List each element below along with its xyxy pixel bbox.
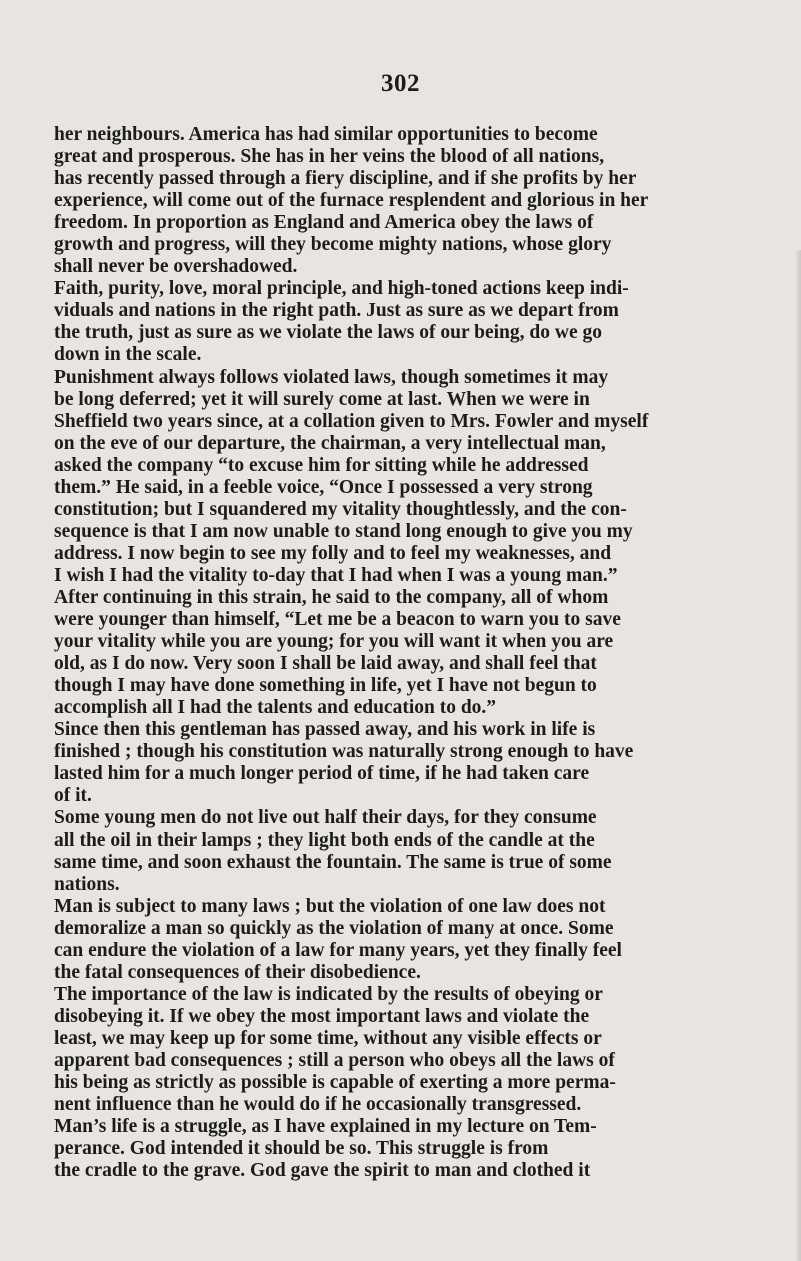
- text-line: accomplish all I had the talents and education to do.”: [54, 697, 497, 719]
- text-line: nent influence than he would do if he occasionally transgressed.: [54, 1094, 582, 1116]
- text-line: your vitality while you are young; for you will want it when you are: [54, 631, 614, 653]
- text-line: asked the company “to excuse him for sitting while he addressed: [54, 454, 589, 476]
- text-line: the fatal consequences of their disobedience.: [54, 961, 421, 983]
- text-line: be long deferred; yet it will surely come at last. When we were in: [54, 388, 590, 410]
- text-line: freedom. In proportion as England and America obey the laws of: [54, 212, 594, 234]
- text-line: old, as I do now. Very soon I shall be laid away, and shall feel that: [54, 653, 597, 675]
- text-line: viduals and nations in the right path. Just as sure as we depart from: [54, 300, 619, 322]
- text-line: Man is subject to many laws ; but the violation of one law does not: [54, 895, 606, 917]
- text-line: nations.: [54, 873, 120, 895]
- page-number: 302: [381, 70, 420, 97]
- text-line: The importance of the law is indicated by the results of obeying or: [54, 983, 603, 1005]
- text-line: has recently passed through a fiery discipline, and if she profits by her: [54, 168, 637, 190]
- text-line: growth and progress, will they become mighty nations, whose glory: [54, 234, 612, 256]
- text-line: them.” He said, in a feeble voice, “Once I possessed a very strong: [54, 476, 593, 498]
- text-line: though I may have done something in life, yet I have not begun to: [54, 675, 597, 697]
- text-line: least, we may keep up for some time, without any visible effects or: [54, 1027, 602, 1049]
- text-line: his being as strictly as possible is capable of exerting a more perma-: [54, 1072, 616, 1094]
- text-line: After continuing in this strain, he said to the company, all of whom: [54, 586, 609, 608]
- text-line: Punishment always follows violated laws, though sometimes it may: [54, 366, 609, 388]
- text-line: demoralize a man so quickly as the violation of many at once. Some: [54, 917, 614, 939]
- text-line: her neighbours. America has had similar opportunities to become: [54, 124, 598, 145]
- text-line: on the eve of our departure, the chairman, a very intellectual man,: [54, 432, 606, 454]
- text-line: finished ; though his constitution was naturally strong enough to have: [54, 741, 634, 763]
- text-line: the cradle to the grave. God gave the spirit to man and clothed it: [54, 1160, 591, 1182]
- text-line: all the oil in their lamps ; they light both ends of the candle at the: [54, 829, 595, 851]
- text-line: lasted him for a much longer period of time, if he had taken care: [54, 763, 590, 785]
- text-line: experience, will come out of the furnace resplendent and glorious in her: [54, 190, 649, 212]
- text-line: I wish I had the vitality to-day that I had when I was a young man.”: [54, 564, 618, 586]
- text-line: the truth, just as sure as we violate the laws of our being, do we go: [54, 322, 602, 344]
- text-line: down in the scale.: [54, 344, 202, 366]
- text-line: great and prosperous. She has in her veins the blood of all nations,: [54, 146, 605, 168]
- text-line: can endure the violation of a law for many years, yet they finally feel: [54, 939, 622, 961]
- text-line: Faith, purity, love, moral principle, and high-toned actions keep indi-: [54, 278, 629, 300]
- text-line: Sheffield two years since, at a collation given to Mrs. Fowler and myself: [54, 410, 649, 432]
- text-line: disobeying it. If we obey the most important laws and violate the: [54, 1005, 590, 1027]
- text-line: perance. God intended it should be so. This struggle is from: [54, 1138, 549, 1160]
- text-line: Since then this gentleman has passed away, and his work in life is: [54, 719, 596, 741]
- text-line: constitution; but I squandered my vitality thoughtlessly, and the con-: [54, 498, 627, 520]
- text-line: sequence is that I am now unable to stand long enough to give you my: [54, 520, 633, 542]
- text-line: same time, and soon exhaust the fountain. The same is true of some: [54, 851, 612, 873]
- text-line: were younger than himself, “Let me be a beacon to warn you to save: [54, 609, 621, 631]
- text-line: Man’s life is a struggle, as I have explained in my lecture on Tem-: [54, 1116, 597, 1138]
- text-line: of it.: [54, 785, 92, 807]
- text-line: Some young men do not live out half their days, for they consume: [54, 807, 597, 829]
- text-line: shall never be overshadowed.: [54, 256, 298, 278]
- body-text: [54, 124, 770, 1182]
- text-line: address. I now begin to see my folly and to feel my weaknesses, and: [54, 542, 612, 564]
- page-edge-shadow: [795, 250, 801, 1261]
- text-line: apparent bad consequences ; still a person who obeys all the laws of: [54, 1049, 615, 1071]
